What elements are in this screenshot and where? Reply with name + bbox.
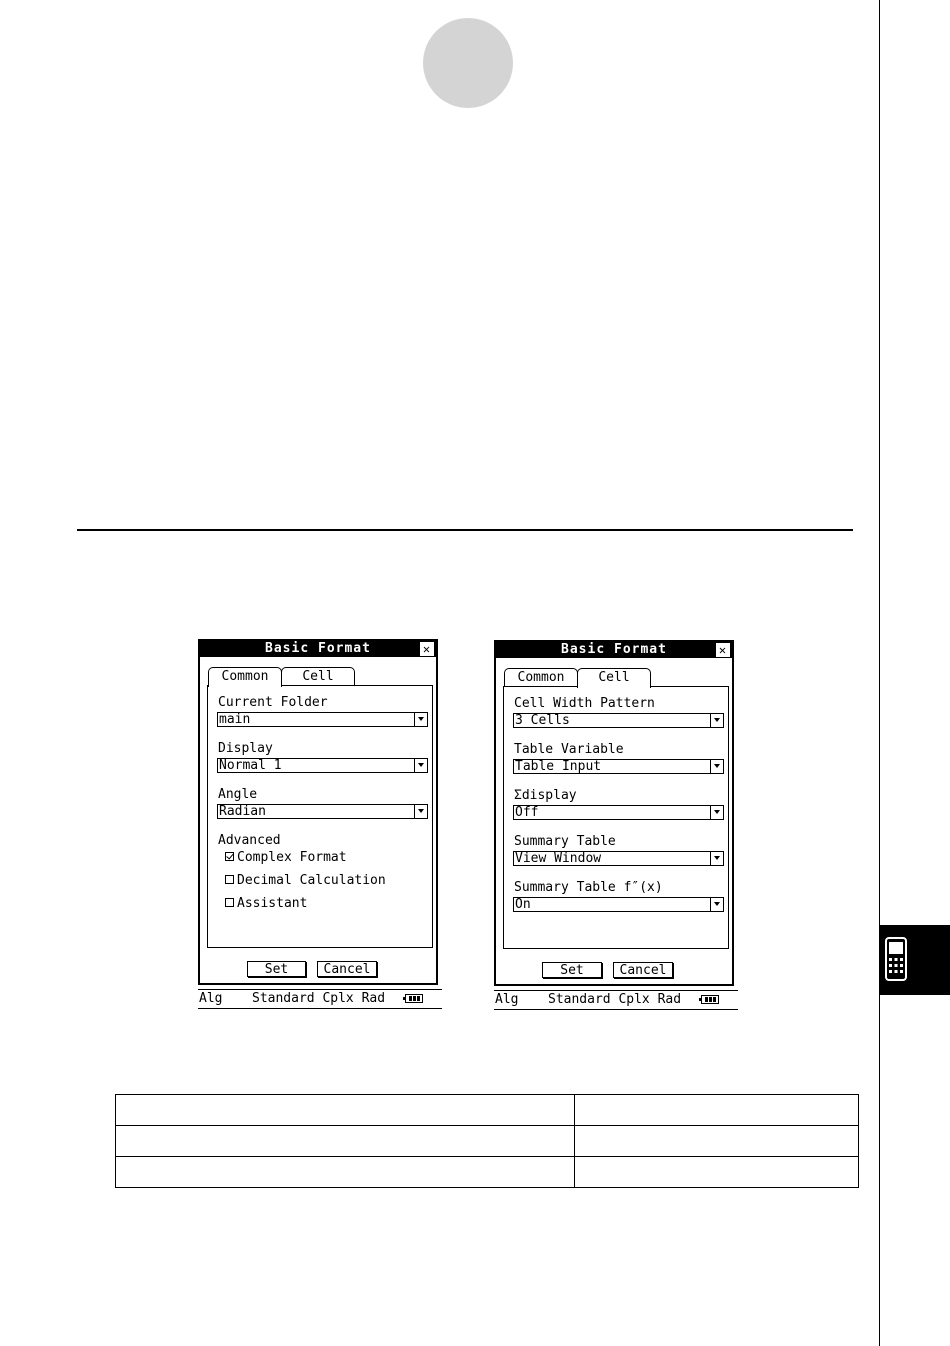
tab-cell[interactable]: Cell (577, 668, 651, 688)
battery-icon (405, 994, 423, 1003)
table-variable-select[interactable] (513, 759, 724, 774)
table-cell (116, 1157, 575, 1188)
sigma-display-label: Σdisplay (514, 788, 577, 803)
summary-table-value: View Window (515, 851, 602, 866)
table-variable-value: Table Input (515, 759, 602, 774)
chevron-down-icon[interactable] (414, 759, 427, 772)
angle-value: Radian (219, 804, 266, 819)
decimal-calculation-label: Decimal Calculation (237, 873, 386, 888)
cell-width-pattern-label: Cell Width Pattern (514, 696, 655, 711)
calculator-icon (885, 937, 907, 981)
status-info: Standard Cplx Rad (252, 991, 386, 1006)
angle-select[interactable] (217, 804, 428, 819)
dialog-title (496, 642, 732, 658)
close-icon[interactable]: ✕ (420, 642, 434, 656)
page-number-circle (423, 18, 513, 108)
complex-format-label: Complex Format (237, 850, 347, 865)
current-folder-label: Current Folder (218, 695, 328, 710)
table-variable-label: Table Variable (514, 742, 624, 757)
display-select[interactable] (217, 758, 428, 773)
status-mode: Alg (199, 991, 223, 1006)
chevron-down-icon[interactable] (414, 713, 427, 726)
sigma-display-select[interactable] (513, 805, 724, 820)
decimal-calculation-checkbox[interactable] (225, 873, 386, 888)
battery-icon (701, 995, 719, 1004)
table-cell (116, 1126, 575, 1157)
table-cell (575, 1126, 859, 1157)
cell-width-pattern-select[interactable] (513, 713, 724, 728)
checkbox-checked-icon[interactable] (225, 852, 234, 861)
basic-format-dialog (198, 639, 438, 985)
close-icon[interactable]: ✕ (716, 643, 730, 657)
summary-table-fx-label: Summary Table f″(x) (514, 880, 663, 895)
tab-panel (503, 686, 729, 949)
tab-panel (207, 685, 433, 948)
chevron-down-icon[interactable] (710, 806, 723, 819)
table-row (116, 1157, 859, 1188)
cell-width-pattern-value: 3 Cells (515, 713, 570, 728)
summary-table-label: Summary Table (514, 834, 616, 849)
tab-common[interactable]: Common (504, 668, 578, 686)
summary-table-fx-value: On (515, 897, 531, 912)
angle-label: Angle (218, 787, 258, 802)
chevron-down-icon[interactable] (710, 714, 723, 727)
dialog-title-text: Basic Format (561, 642, 667, 657)
chevron-down-icon[interactable] (414, 805, 427, 818)
basic-format-screen-common (198, 639, 442, 1011)
display-value: Normal 1 (219, 758, 282, 773)
status-info: Standard Cplx Rad (548, 992, 682, 1007)
table-row (116, 1095, 859, 1126)
table-cell (116, 1095, 575, 1126)
sigma-display-value: Off (515, 805, 539, 820)
basic-format-screen-cell (494, 640, 738, 1012)
set-button[interactable]: Set (247, 961, 306, 977)
checkbox-unchecked-icon[interactable] (225, 898, 234, 907)
cancel-button[interactable]: Cancel (317, 961, 377, 977)
table-cell (575, 1157, 859, 1188)
chapter-side-tab (880, 925, 950, 995)
display-label: Display (218, 741, 273, 756)
section-divider (77, 529, 853, 531)
complex-format-checkbox[interactable] (225, 850, 347, 865)
assistant-checkbox[interactable] (225, 896, 307, 911)
table-cell (575, 1095, 859, 1126)
summary-table-select[interactable] (513, 851, 724, 866)
tab-common[interactable]: Common (208, 667, 282, 687)
current-folder-select[interactable] (217, 712, 428, 727)
current-folder-value: main (219, 712, 251, 727)
assistant-label: Assistant (237, 896, 308, 911)
summary-table-fx-select[interactable] (513, 897, 724, 912)
advanced-label: Advanced (218, 833, 281, 848)
chevron-down-icon[interactable] (710, 898, 723, 911)
status-mode: Alg (495, 992, 519, 1007)
cancel-button[interactable]: Cancel (613, 962, 673, 978)
chevron-down-icon[interactable] (710, 760, 723, 773)
settings-table (115, 1094, 859, 1188)
tab-cell[interactable]: Cell (281, 667, 355, 685)
status-bar (494, 990, 738, 1010)
table-row (116, 1126, 859, 1157)
status-bar (198, 989, 442, 1009)
basic-format-dialog (494, 640, 734, 986)
set-button[interactable]: Set (542, 962, 602, 978)
dialog-title (200, 641, 436, 657)
checkbox-unchecked-icon[interactable] (225, 875, 234, 884)
dialog-title-text: Basic Format (265, 641, 371, 656)
page-edge-rule (879, 0, 880, 1346)
chevron-down-icon[interactable] (710, 852, 723, 865)
